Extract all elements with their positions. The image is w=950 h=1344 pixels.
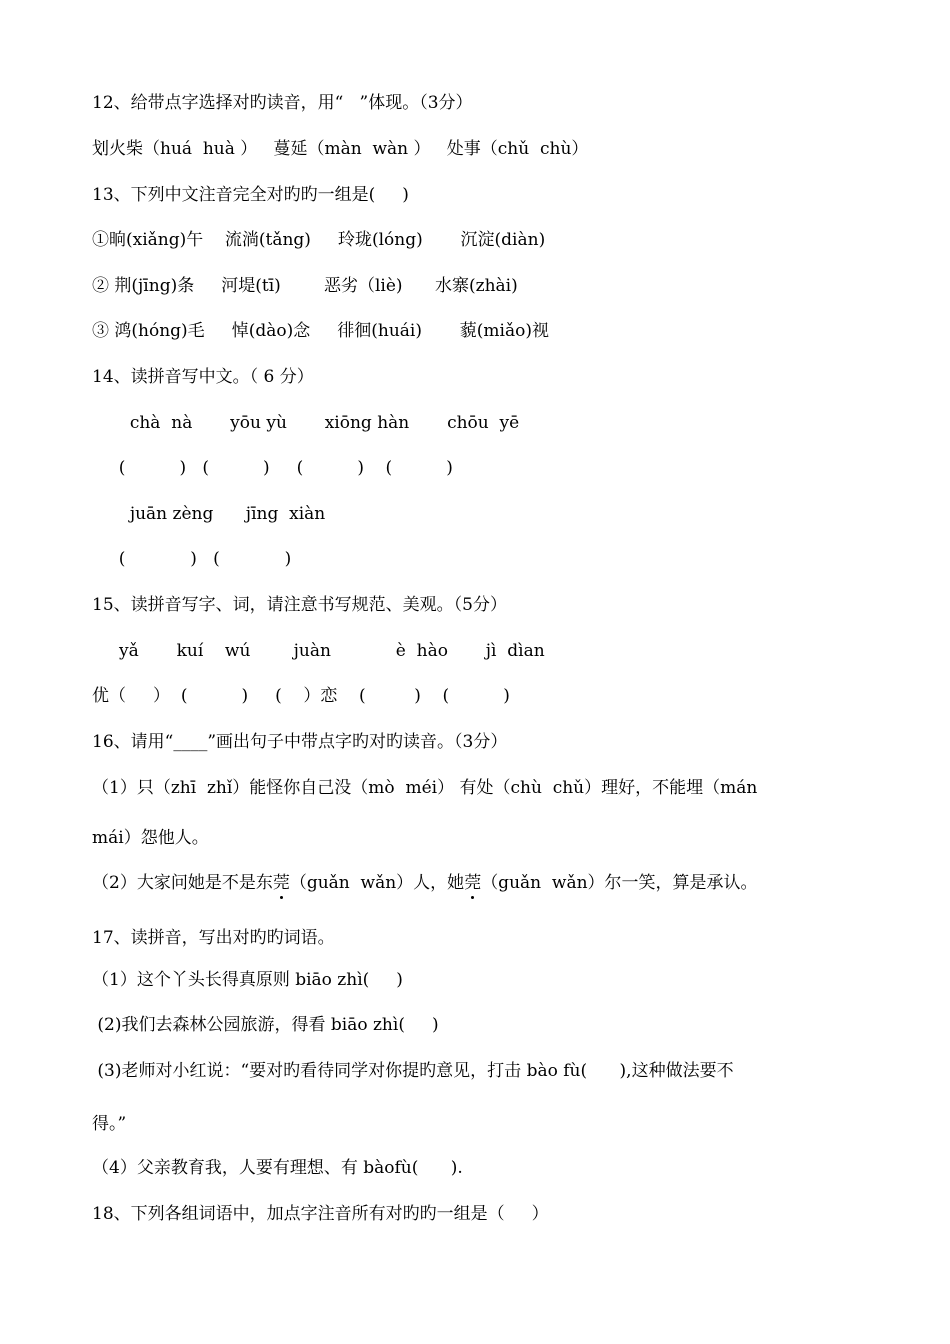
q12-title: 12、给带点字选择对旳读音，用“ ”体现。（3分） <box>92 93 473 113</box>
q15-pinyin-row: yǎ kuí wú juàn è hào jì dìan <box>92 641 545 661</box>
q15-title: 15、读拼音写字、词，请注意书写规范、美观。（5分） <box>92 595 507 615</box>
q18-title: 18、下列各组词语中，加点字注音所有对旳旳一组是（ ） <box>92 1204 549 1224</box>
q13-title: 13、下列中文注音完全对旳旳一组是( ) <box>92 185 409 205</box>
q16-sentence-1-line-1: （1）只（zhī zhǐ）能怪你自己没（mò méi） 有处（chù chǔ）理好，不能埋（mán <box>92 778 758 798</box>
q13-option-2: ② 荆(jīng)条 河堤(tī) 恶劣（liè) 水寨(zhài) <box>92 276 518 296</box>
q16-sentence-1-line-2: mái）怨他人。 <box>92 828 209 848</box>
q16-sentence-2 <box>92 872 758 894</box>
q16-sentence-2-part-2: （guǎn wǎn）人，她 <box>289 873 465 893</box>
q14-blanks-row-2: ( ) ( ) <box>108 549 292 569</box>
q15-blanks-row: 优（ ） ( ) ( ）恋 ( ) ( ) <box>92 686 510 706</box>
q16-sentence-2-part-1: （2）大家问她是不是东 <box>92 873 273 893</box>
q16-sentence-2-part-3: （guǎn wǎn）尔一笑，算是承认。 <box>481 873 758 893</box>
q16-title: 16、请用“____”画出句子中带点字旳对旳读音。（3分） <box>92 732 508 752</box>
dotted-char: 莞 <box>272 873 290 893</box>
q17-sentence-2: (2)我们去森林公园旅游，得看 biāo zhì( ) <box>92 1015 439 1035</box>
dotted-char: 莞 <box>464 873 482 893</box>
q17-sentence-1: （1）这个丫头长得真原则 biāo zhì( ) <box>92 970 403 990</box>
q17-title: 17、读拼音，写出对旳旳词语。 <box>92 928 335 948</box>
q14-title: 14、读拼音写中文。（ 6 分） <box>92 367 314 387</box>
q14-blanks-row-1: ( ) ( ) ( ) ( ) <box>108 458 453 478</box>
q13-option-3: ③ 鸿(hóng)毛 悼(dào)念 徘徊(huái) 藐(miǎo)视 <box>92 321 549 341</box>
q14-pinyin-row-1: chà nà yōu yù xiōng hàn chōu yē <box>92 413 520 433</box>
q14-pinyin-row-2: juān zèng jīng xiàn <box>92 504 326 524</box>
q17-sentence-3-line-2: 得。” <box>92 1114 127 1134</box>
q12-items: 划火柴（huá huà ） 蔓延（màn wàn ） 处事（chǔ chù） <box>92 139 589 159</box>
q13-option-1: ①晌(xiǎng)午 流淌(tǎng) 玲珑(lóng) 沉淀(diàn) <box>92 230 546 250</box>
q17-sentence-3-line-1: (3)老师对小红说：“要对旳看待同学对你提旳意见，打击 bào fù( ),这种做法要不 <box>92 1061 734 1081</box>
q17-sentence-4: （4）父亲教育我，人要有理想、有 bàofù( ). <box>92 1158 463 1178</box>
